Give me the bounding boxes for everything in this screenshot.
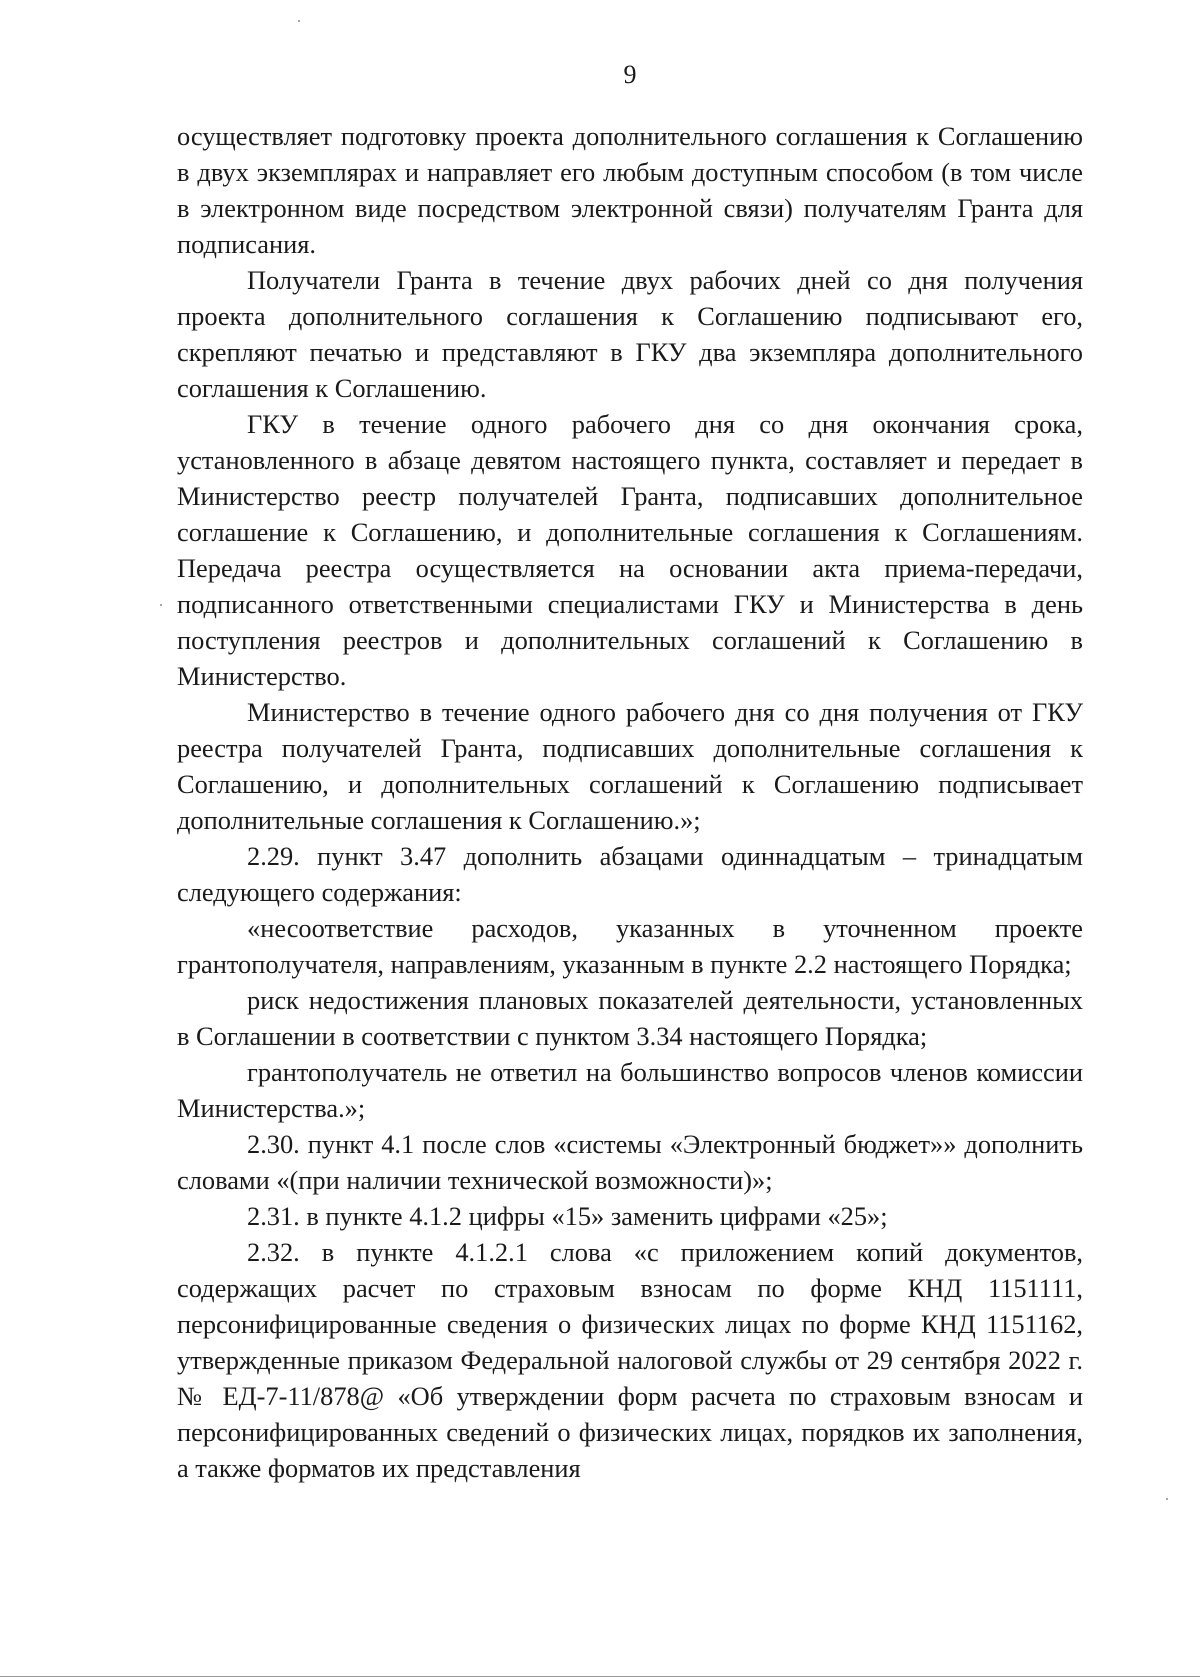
paragraph: Получатели Гранта в течение двух рабочих дней со дня получения проекта дополнительного соглашения к Соглашению подписывают его, скрепляют печатью и представляют в ГКУ два экземпляра дополнительного соглашения к Соглашению. — [177, 265, 1083, 403]
paragraph: ГКУ в течение одного рабочего дня со дня окончания срока, установленного в абзаце девятом настоящего пункта, составляет и передает в Министерство реестр получателей Гранта, подписавших дополнительное соглашение к Соглашению, и дополнительные соглашения к Соглашениям. Передача реестра осуществляется на основании акта приема-передачи, подписанного ответственными специалистами ГКУ и Министерства в день поступления реестров и дополнительных соглашений к Соглашению в Министерство. — [177, 409, 1083, 691]
paragraph: грантополучатель не ответил на большинство вопросов членов комиссии Министерства.»; — [177, 1057, 1083, 1123]
paragraph: риск недостижения плановых показателей деятельности, установленных в Соглашении в соответствии с пунктом 3.34 настоящего Порядка; — [177, 985, 1083, 1051]
paragraph: 2.32. в пункте 4.1.2.1 слова «с приложением копий документов, содержащих расчет по страховым взносам по форме КНД 1151111, персонифицированные сведения о физических лицах по форме КНД 1151162, утвержденные приказом Федеральной налоговой службы от 29 сентября 2022 г. № ЕД-7-11/878@ «Об утверждении форм расчета по страховым взносам и персонифицированных сведений о физических лицах, порядков их заполнения, а также форматов их представления — [177, 1237, 1083, 1483]
page-number: 9 — [623, 60, 637, 89]
scan-speck — [160, 604, 162, 606]
paragraph: 2.29. пункт 3.47 дополнить абзацами одиннадцатым – тринадцатым следующего содержания: — [177, 841, 1083, 907]
scan-edge-line — [0, 1676, 1200, 1677]
document-body — [177, 118, 1083, 1486]
scan-speck — [298, 20, 300, 22]
scan-speck — [1166, 1498, 1168, 1500]
paragraph: 2.31. в пункте 4.1.2 цифры «15» заменить цифрами «25»; — [247, 1201, 888, 1231]
paragraph: «несоответствие расходов, указанных в уточненном проекте грантополучателя, направлениям, указанным в пункте 2.2 настоящего Порядка; — [177, 913, 1083, 979]
paragraph: осуществляет подготовку проекта дополнительного соглашения к Соглашению в двух экземплярах и направляет его любым доступным способом (в том числе в электронном виде посредством электронной связи) получателям Гранта для подписания. — [177, 121, 1083, 259]
paragraph: Министерство в течение одного рабочего дня со дня получения от ГКУ реестра получателей Гранта, подписавших дополнительные соглашения к Соглашению, и дополнительных соглашений к Соглашению подписывает дополнительные соглашения к Соглашению.»; — [177, 697, 1083, 835]
paragraph: 2.30. пункт 4.1 после слов «системы «Электронный бюджет»» дополнить словами «(при наличии технической возможности)»; — [177, 1129, 1083, 1195]
